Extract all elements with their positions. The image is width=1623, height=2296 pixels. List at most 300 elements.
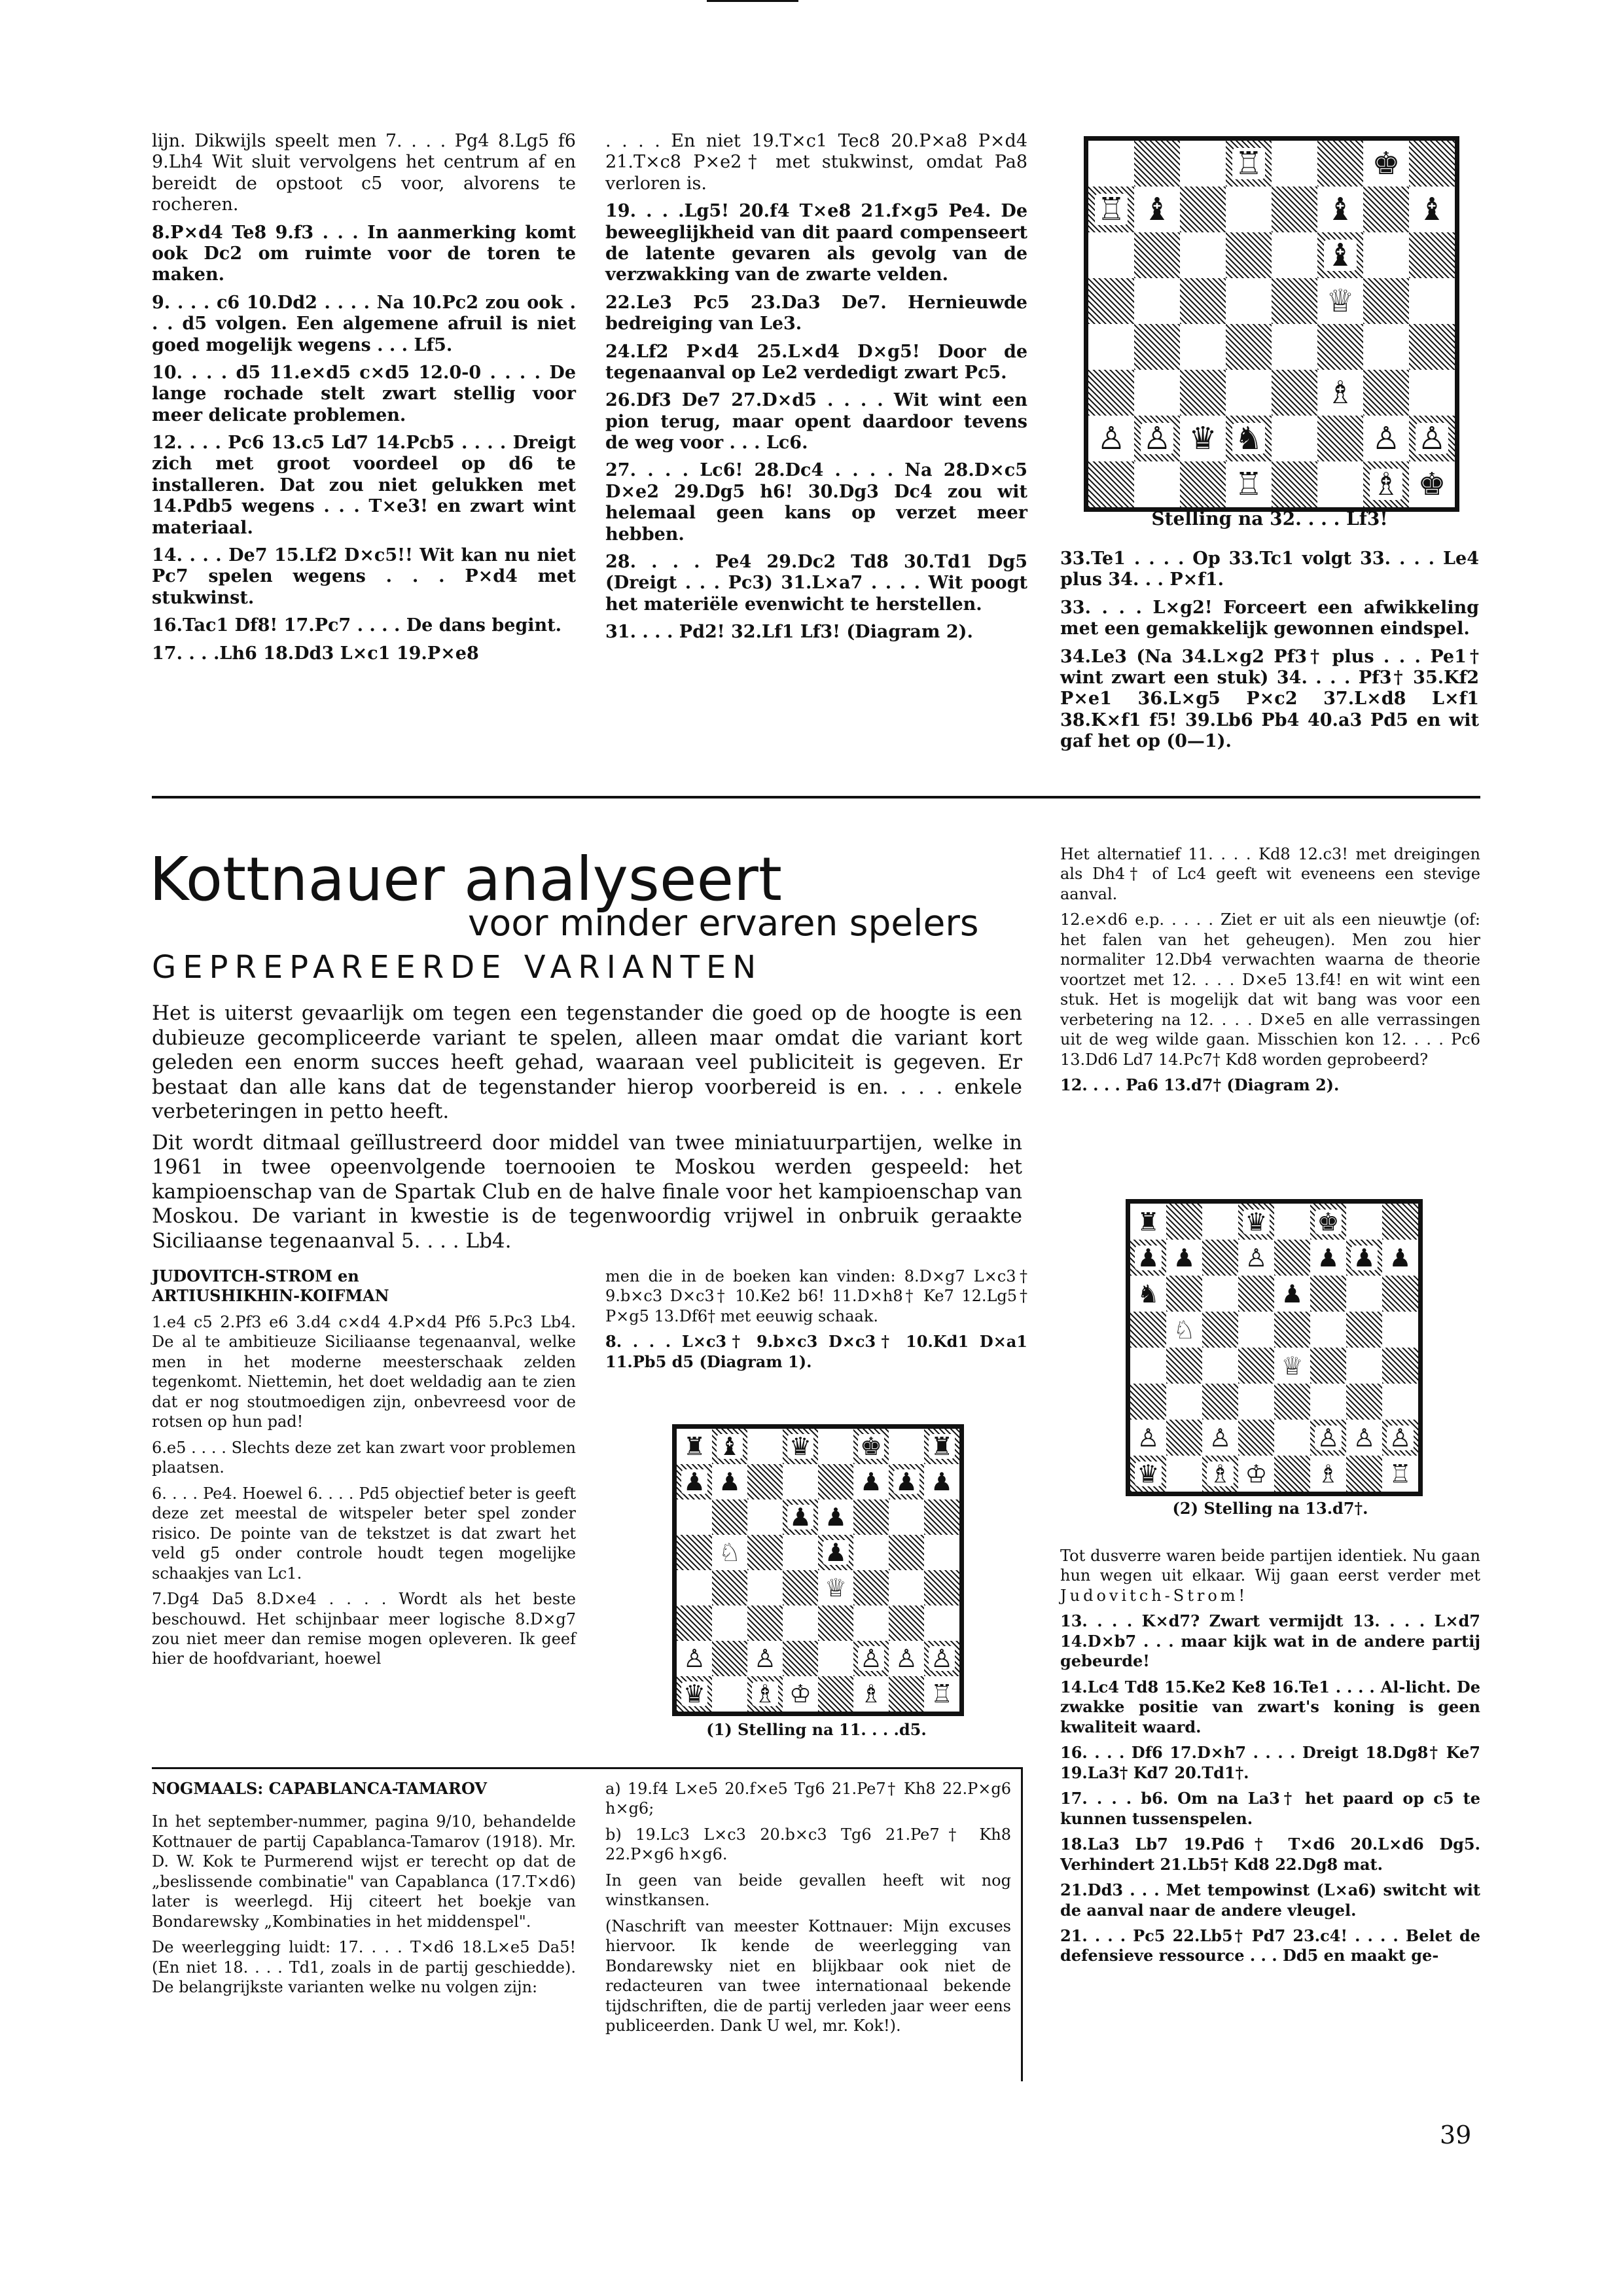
board-square bbox=[1382, 1420, 1418, 1456]
board-square bbox=[1382, 1384, 1418, 1420]
top-col2-para-1: 19. . . .Lg5! 20.f4 T×e8 21.f×g5 Pe4. De beweeglijkheid van dit paard compenseert de latente gevaren als gevolg van de verzwakking van de zwarte velden. bbox=[605, 201, 1027, 285]
board-square bbox=[853, 1676, 889, 1712]
board-square bbox=[1272, 324, 1317, 370]
chess-piece-icon: ♙ bbox=[1351, 1426, 1377, 1450]
chess-piece-icon: ♕ bbox=[1279, 1354, 1305, 1378]
board-square bbox=[1272, 461, 1317, 507]
chess-piece-icon: ♙ bbox=[1135, 1426, 1161, 1450]
board-square bbox=[712, 1464, 747, 1499]
chess-piece-icon: ♙ bbox=[1370, 423, 1402, 454]
chess-piece-icon: ♝ bbox=[1141, 194, 1173, 225]
board-square bbox=[1180, 416, 1226, 461]
top-col2-para-4: 26.Df3 De7 27.D×d5 . . . . Wit wint een pion terug, maar opent daardoor tevens de weg voor . . . Lc6. bbox=[605, 390, 1027, 454]
capa-column-a bbox=[152, 1779, 576, 2003]
board-square bbox=[1130, 1456, 1166, 1492]
board-square bbox=[1130, 1420, 1166, 1456]
board-square bbox=[1202, 1312, 1238, 1348]
board-square bbox=[853, 1499, 889, 1535]
colA-para-0: 1.e4 c5 2.Pf3 e6 3.d4 c×d4 4.P×d4 Pf6 5.Pc3 Lb4. De al te ambitieuze Siciliaanse tegenaanval, welke men in het moderne meesterschaak zelden tegenkomt. Niettemin, het doet weldadig aan te zien dat er nog stoutmoedigen zijn, onbevreesd voor de rotsen op hun pad! bbox=[152, 1312, 576, 1431]
diagram-1-caption: (1) Stelling na 11. . . .d5. bbox=[706, 1720, 927, 1739]
chess-piece-icon: ♖ bbox=[1387, 1462, 1413, 1486]
colC2-intro bbox=[1060, 1546, 1480, 1605]
board-square bbox=[1272, 187, 1317, 232]
chess-piece-icon: ♟ bbox=[893, 1469, 919, 1494]
article-subtitle: voor minder ervaren spelers bbox=[468, 902, 979, 944]
board-square bbox=[1346, 1240, 1382, 1276]
capa-column-b bbox=[605, 1779, 1011, 2042]
game-heading-2: ARTIUSHIKHIN-KOIFMAN bbox=[152, 1286, 389, 1306]
chess-piece-icon: ♗ bbox=[752, 1681, 778, 1706]
board-square bbox=[677, 1464, 712, 1499]
chess-piece-icon: ♙ bbox=[1387, 1426, 1413, 1450]
colC2-para-0: 13. . . . K×d7? Zwart vermijdt 13. . . . L×d7 14.D×b7 . . . maar kijk wat in de andere partij gebeurde! bbox=[1060, 1611, 1480, 1671]
article-intro bbox=[152, 1001, 1022, 1260]
chess-piece-icon: ♞ bbox=[1232, 423, 1264, 454]
colC2-intro-game: Judovitch-Strom! bbox=[1060, 1586, 1249, 1605]
chess-piece-icon: ♛ bbox=[681, 1681, 707, 1706]
chess-piece-icon: ♖ bbox=[1095, 194, 1127, 225]
board-square bbox=[1272, 370, 1317, 416]
board-square bbox=[1088, 370, 1134, 416]
board-square bbox=[712, 1676, 747, 1712]
board-square bbox=[747, 1641, 783, 1676]
board-square bbox=[1134, 370, 1180, 416]
board-square bbox=[1202, 1384, 1238, 1420]
board-square bbox=[853, 1605, 889, 1641]
board-square bbox=[818, 1429, 853, 1464]
board-square bbox=[818, 1535, 853, 1570]
board-square bbox=[1346, 1312, 1382, 1348]
chess-piece-icon: ♟ bbox=[823, 1505, 849, 1530]
colC-para-2: 12. . . . Pa6 13.d7† (Diagram 2). bbox=[1060, 1075, 1340, 1095]
colB-para-1: 8. . . . L×c3† 9.b×c3 D×c3† 10.Kd1 D×a1 11.Pb5 d5 (Diagram 1). bbox=[605, 1332, 1027, 1371]
board-square bbox=[1317, 370, 1363, 416]
board-square bbox=[1166, 1276, 1202, 1312]
board-square bbox=[1166, 1384, 1202, 1420]
board-square bbox=[1409, 461, 1455, 507]
board-square bbox=[1272, 232, 1317, 278]
chess-piece-icon: ♟ bbox=[1279, 1282, 1305, 1306]
chess-piece-icon: ♛ bbox=[1186, 423, 1219, 454]
board-square bbox=[818, 1605, 853, 1641]
board-square bbox=[783, 1570, 818, 1605]
intro-para-1: Dit wordt ditmaal geïllustreerd door middel van twee miniatuurpartijen, welke in 1961 in twee opeenvolgende toernooien te Moskou werden gespeeld: het kampioenschap van de Spartak Club en de halve finale voor het kampioenschap van Moskou. De variant in kwestie is de tegenwoordig vrijwel in onbruik geraakte Siciliaanse tegenaanval 5. . . . Lb4. bbox=[152, 1130, 1022, 1253]
chess-piece-icon: ♙ bbox=[929, 1646, 955, 1671]
board-square bbox=[712, 1641, 747, 1676]
board-square bbox=[677, 1535, 712, 1570]
board-square bbox=[1317, 416, 1363, 461]
board-square bbox=[924, 1499, 959, 1535]
chess-piece-icon: ♟ bbox=[1387, 1246, 1413, 1270]
board-square bbox=[1363, 461, 1409, 507]
board-square bbox=[747, 1464, 783, 1499]
board-square bbox=[1226, 187, 1272, 232]
chess-piece-icon: ♝ bbox=[717, 1434, 743, 1459]
capa-colA-para-1: De weerlegging luidt: 17. . . . T×d6 18.L×e5 Da5! (En niet 18. . . . Td1, zoals in de partij geschiedde). De belangrijkste varianten welke nu volgen zijn: bbox=[152, 1938, 576, 1997]
board-square bbox=[924, 1570, 959, 1605]
board-square bbox=[747, 1570, 783, 1605]
top-column-3 bbox=[1060, 548, 1479, 759]
colA-para-1: 6.e5 . . . . Slechts deze zet kan zwart voor problemen plaatsen. bbox=[152, 1438, 576, 1477]
top-col2-para-0: . . . . En niet 19.T×c1 Tec8 20.P×a8 P×d4 21.T×c8 P×e2† met stukwinst, omdat Pa8 verloren is. bbox=[605, 131, 1027, 194]
board-square bbox=[1088, 232, 1134, 278]
top-col1-para-0: lijn. Dikwijls speelt men 7. . . . Pg4 8.Lg5 f6 9.Lh4 Wit sluit vervolgens het centrum af en bereidt de opstoot c5 voor, alvorens te rocheren. bbox=[152, 131, 576, 215]
board-square bbox=[747, 1499, 783, 1535]
capa-colB-para-1: b) 19.Lc3 L×c3 20.b×c3 Tg6 21.Pe7† Kh8 22.P×g6 h×g6. bbox=[605, 1825, 1011, 1864]
top-col1-para-7: 17. . . .Lh6 18.Dd3 L×c1 19.P×e8 bbox=[152, 643, 479, 664]
board-square bbox=[1363, 324, 1409, 370]
board-square bbox=[1226, 324, 1272, 370]
article-subtitle-2: GEPREPAREERDE VARIANTEN bbox=[152, 949, 763, 986]
board-square bbox=[1310, 1240, 1346, 1276]
board-square bbox=[1272, 278, 1317, 324]
top-col1-para-2: 9. . . . c6 10.Dd2 . . . . Na 10.Pc2 zou ook . . . d5 volgen. Een algemene afruil is niet goed mogelijk wegens . . . Lf5. bbox=[152, 292, 576, 355]
board-square bbox=[1238, 1384, 1274, 1420]
article-column-b bbox=[605, 1266, 1027, 1378]
board-square bbox=[1180, 141, 1226, 187]
chess-piece-icon: ♝ bbox=[1324, 194, 1356, 225]
board-square bbox=[1310, 1204, 1346, 1240]
board-square bbox=[1088, 187, 1134, 232]
colC2-para-1: 14.Lc4 Td8 15.Ke2 Ke8 16.Te1 . . . . Al-licht. De zwakke positie van zwart's koning is geen kwaliteit waard. bbox=[1060, 1677, 1480, 1736]
board-square bbox=[1346, 1204, 1382, 1240]
top-col1-para-5: 14. . . . De7 15.Lf2 D×c5!! Wit kan nu niet Pc7 spelen wegens . . . P×d4 met stukwinst. bbox=[152, 545, 576, 608]
chess-piece-icon: ♖ bbox=[929, 1681, 955, 1706]
chess-diagram-top bbox=[1084, 136, 1459, 512]
top-col2-para-2: 22.Le3 Pc5 23.Da3 De7. Hernieuwde bedreiging van Le3. bbox=[605, 292, 1027, 334]
board-square bbox=[677, 1499, 712, 1535]
chess-piece-icon: ♟ bbox=[1351, 1246, 1377, 1270]
page-number: 39 bbox=[1440, 2121, 1472, 2149]
board-square bbox=[1134, 141, 1180, 187]
board-square bbox=[889, 1641, 924, 1676]
board-square bbox=[1202, 1204, 1238, 1240]
board-square bbox=[818, 1641, 853, 1676]
board-square bbox=[853, 1535, 889, 1570]
chess-diagram-1 bbox=[672, 1424, 964, 1716]
board-square bbox=[1382, 1240, 1418, 1276]
chess-piece-icon: ♝ bbox=[1416, 194, 1448, 225]
board-square bbox=[1317, 461, 1363, 507]
chess-piece-icon: ♕ bbox=[1324, 285, 1356, 317]
board-square bbox=[1409, 416, 1455, 461]
board-square bbox=[1346, 1276, 1382, 1312]
chess-piece-icon: ♘ bbox=[717, 1540, 743, 1565]
chess-piece-icon: ♟ bbox=[717, 1469, 743, 1494]
board-square bbox=[1180, 461, 1226, 507]
top-col2-para-7: 31. . . . Pd2! 32.Lf1 Lf3! (Diagram 2). bbox=[605, 622, 973, 643]
board-square bbox=[1272, 416, 1317, 461]
board-square bbox=[1166, 1312, 1202, 1348]
board-square bbox=[1274, 1276, 1310, 1312]
board-square bbox=[1409, 232, 1455, 278]
board-square bbox=[1363, 278, 1409, 324]
board-square bbox=[783, 1676, 818, 1712]
board-square bbox=[1346, 1420, 1382, 1456]
board-square bbox=[712, 1429, 747, 1464]
article-column-c bbox=[1060, 844, 1480, 1102]
chess-piece-icon: ♚ bbox=[1370, 148, 1402, 179]
board-square bbox=[1130, 1204, 1166, 1240]
board-square bbox=[783, 1605, 818, 1641]
colC2-para-4: 18.La3 Lb7 19.Pd6† T×d6 20.L×d6 Dg5. Verhindert 21.Lb5† Kd8 22.Dg8 mat. bbox=[1060, 1835, 1480, 1874]
board-square bbox=[783, 1429, 818, 1464]
top-col3-para-1: 33. . . . L×g2! Forceert een afwikkeling met een gemakkelijk gewonnen eindspel. bbox=[1060, 597, 1479, 639]
board-square bbox=[1180, 232, 1226, 278]
top-col3-para-2: 34.Le3 (Na 34.L×g2 Pf3† plus . . . Pe1† wint zwart een stuk) 34. . . . Pf3† 35.Kf2 P×e1 36.L×g5 P×c2 37.L×d8 L×f1 38.K×f1 f5! 39.Lb6 Pb4 40.a3 Pd5 en wit gaf het op (0—1). bbox=[1060, 646, 1479, 752]
top-col1-para-6: 16.Tac1 Df8! 17.Pc7 . . . . De dans begint. bbox=[152, 615, 562, 636]
chess-piece-icon: ♙ bbox=[1243, 1246, 1269, 1270]
chess-piece-icon: ♟ bbox=[823, 1540, 849, 1565]
article-column-c-continued bbox=[1060, 1546, 1480, 1972]
board-square bbox=[1310, 1312, 1346, 1348]
board-square bbox=[924, 1464, 959, 1499]
top-column-1 bbox=[152, 131, 576, 671]
board-square bbox=[1346, 1348, 1382, 1384]
colC2-para-5: 21.Dd3 . . . Met tempowinst (L×a6) switcht wit de aanval naar de andere vleugel. bbox=[1060, 1880, 1480, 1920]
chess-piece-icon: ♛ bbox=[1135, 1462, 1161, 1486]
board-square bbox=[783, 1535, 818, 1570]
board-square bbox=[747, 1429, 783, 1464]
board-square bbox=[1310, 1348, 1346, 1384]
board-square bbox=[1180, 278, 1226, 324]
board-square bbox=[1382, 1312, 1418, 1348]
board-square bbox=[889, 1605, 924, 1641]
article-column-a bbox=[152, 1266, 576, 1675]
board-square bbox=[853, 1641, 889, 1676]
board-square bbox=[1346, 1456, 1382, 1492]
board-square bbox=[924, 1429, 959, 1464]
board-square bbox=[1382, 1456, 1418, 1492]
top-col2-para-5: 27. . . . Lc6! 28.Dc4 . . . . Na 28.D×c5 D×e2 29.Dg5 h6! 30.Dg3 Dc4 zou wit helemaal geen kans op verzet meer hebben. bbox=[605, 460, 1027, 545]
board-square bbox=[1226, 232, 1272, 278]
chess-piece-icon: ♗ bbox=[1315, 1462, 1341, 1486]
chess-diagram-2 bbox=[1126, 1199, 1423, 1496]
board-square bbox=[783, 1641, 818, 1676]
board-square bbox=[1274, 1240, 1310, 1276]
chess-piece-icon: ♛ bbox=[787, 1434, 813, 1459]
board-square bbox=[1130, 1348, 1166, 1384]
board-square bbox=[1202, 1420, 1238, 1456]
colC-para-0: Het alternatief 11. . . . Kd8 12.c3! met dreigingen als Dh4† of Lc4 geeft wit eveneens een stevige aanval. bbox=[1060, 845, 1480, 903]
board-square bbox=[1310, 1420, 1346, 1456]
chess-piece-icon: ♙ bbox=[893, 1646, 919, 1671]
board-square bbox=[1134, 187, 1180, 232]
chess-piece-icon: ♞ bbox=[1135, 1282, 1161, 1306]
board-grid bbox=[1088, 141, 1455, 507]
board-square bbox=[818, 1570, 853, 1605]
board-square bbox=[1238, 1240, 1274, 1276]
board-square bbox=[889, 1676, 924, 1712]
chess-piece-icon: ♜ bbox=[929, 1434, 955, 1459]
board-square bbox=[1317, 278, 1363, 324]
board-square bbox=[889, 1499, 924, 1535]
board-square bbox=[1202, 1456, 1238, 1492]
board-square bbox=[1130, 1276, 1166, 1312]
chess-piece-icon: ♖ bbox=[1232, 148, 1264, 179]
board-square bbox=[712, 1535, 747, 1570]
colA-para-2: 6. . . . Pe4. Hoewel 6. . . . Pd5 objectief beter is geeft deze zet meestal de witspeler beter spel zonder risico. De pointe van de tekstzet is dat zwart het veld g5 onder controle houdt tegen mogelijke schaakjes van Lc1. bbox=[152, 1484, 576, 1583]
board-square bbox=[1088, 461, 1134, 507]
section-divider bbox=[152, 796, 1480, 798]
board-square bbox=[1134, 461, 1180, 507]
chess-piece-icon: ♕ bbox=[823, 1575, 849, 1600]
board-square bbox=[1409, 324, 1455, 370]
chess-piece-icon: ♘ bbox=[1171, 1318, 1197, 1342]
board-square bbox=[1134, 416, 1180, 461]
chess-piece-icon: ♙ bbox=[1095, 423, 1127, 454]
board-square bbox=[1274, 1312, 1310, 1348]
board-square bbox=[747, 1535, 783, 1570]
chess-piece-icon: ♟ bbox=[681, 1469, 707, 1494]
chess-piece-icon: ♙ bbox=[1207, 1426, 1233, 1450]
board-square bbox=[1317, 324, 1363, 370]
article-title: Kottnauer analyseert bbox=[149, 844, 782, 914]
board-square bbox=[1274, 1348, 1310, 1384]
board-square bbox=[1088, 324, 1134, 370]
board-square bbox=[1317, 141, 1363, 187]
chess-piece-icon: ♗ bbox=[858, 1681, 884, 1706]
chess-piece-icon: ♔ bbox=[787, 1681, 813, 1706]
board-square bbox=[712, 1605, 747, 1641]
top-col2-para-6: 28. . . . Pe4 29.Dc2 Td8 30.Td1 Dg5 (Dreigt . . . Pc3) 31.L×a7 . . . . Wit poogt het materiële evenwicht te herstellen. bbox=[605, 552, 1027, 615]
board-square bbox=[853, 1570, 889, 1605]
capa-box-top-rule bbox=[152, 1767, 1022, 1769]
board-square bbox=[1134, 232, 1180, 278]
board-square bbox=[1274, 1384, 1310, 1420]
colC2-para-6: 21. . . . Pc5 22.Lb5† Pd7 23.c4! . . . . Belet de defensieve ressource . . . Dd5 en maakt ge- bbox=[1060, 1926, 1480, 1965]
chess-piece-icon: ♙ bbox=[1315, 1426, 1341, 1450]
board-square bbox=[1088, 278, 1134, 324]
board-square bbox=[1166, 1204, 1202, 1240]
capa-heading: NOGMAALS: CAPABLANCA-TAMAROV bbox=[152, 1779, 488, 1798]
board-grid bbox=[677, 1429, 959, 1712]
board-square bbox=[1180, 370, 1226, 416]
top-col1-para-3: 10. . . . d5 11.e×d5 c×d5 12.0-0 . . . . De lange rochade stelt zwart stellig voor meer delicate problemen. bbox=[152, 362, 576, 425]
chess-piece-icon: ♙ bbox=[681, 1646, 707, 1671]
board-square bbox=[1310, 1384, 1346, 1420]
colC2-intro-text: Tot dusverre waren beide partijen identiek. Nu gaan hun wegen uit elkaar. Wij gaan eerst verder met bbox=[1060, 1547, 1480, 1585]
board-square bbox=[1238, 1456, 1274, 1492]
board-square bbox=[1202, 1276, 1238, 1312]
chess-piece-icon: ♟ bbox=[1315, 1246, 1341, 1270]
board-square bbox=[1238, 1420, 1274, 1456]
game-heading-1: JUDOVITCH-STROM en bbox=[152, 1266, 359, 1285]
board-square bbox=[1238, 1276, 1274, 1312]
board-square bbox=[1317, 187, 1363, 232]
board-square bbox=[677, 1676, 712, 1712]
board-square bbox=[1166, 1420, 1202, 1456]
board-square bbox=[1226, 416, 1272, 461]
top-col2-para-3: 24.Lf2 P×d4 25.L×d4 D×g5! Door de tegenaanval op Le2 verdedigt zwart Pc5. bbox=[605, 341, 1027, 383]
board-square bbox=[1310, 1456, 1346, 1492]
chess-piece-icon: ♙ bbox=[752, 1646, 778, 1671]
board-square bbox=[1134, 278, 1180, 324]
board-square bbox=[818, 1464, 853, 1499]
chess-piece-icon: ♜ bbox=[1135, 1210, 1161, 1234]
board-square bbox=[1166, 1348, 1202, 1384]
chess-piece-icon: ♛ bbox=[1243, 1210, 1269, 1234]
board-square bbox=[783, 1499, 818, 1535]
board-square bbox=[1238, 1312, 1274, 1348]
board-square bbox=[924, 1676, 959, 1712]
board-square bbox=[677, 1641, 712, 1676]
top-col1-para-1: 8.P×d4 Te8 9.f3 . . . In aanmerking komt ook Dc2 om ruimte voor de toren te maken. bbox=[152, 222, 576, 285]
top-column-2 bbox=[605, 131, 1027, 650]
board-square bbox=[1088, 416, 1134, 461]
capa-colB-para-3: (Naschrift van meester Kottnauer: Mijn excuses hiervoor. Ik kende de weerlegging van Bondarewsky niet en blijkbaar ook niet de redacteuren van twee internationaal bekende tijdschriften, die de partij verleden jaar weer eens publiceerden. Dank U wel, mr. Kok!). bbox=[605, 1916, 1011, 2036]
board-square bbox=[853, 1464, 889, 1499]
chess-piece-icon: ♚ bbox=[1315, 1210, 1341, 1234]
board-square bbox=[1363, 416, 1409, 461]
colB-para-0: men die in de boeken kan vinden: 8.D×g7 L×c3† 9.b×c3 D×c3† 10.Ke2 b6! 11.D×h8† Ke7 12.Lg5† P×g5 13.Df6† met eeuwig schaak. bbox=[605, 1267, 1027, 1325]
chess-piece-icon: ♙ bbox=[1416, 423, 1448, 454]
board-square bbox=[1180, 324, 1226, 370]
colC-para-1: 12.e×d6 e.p. . . . . Ziet er uit als een nieuwtje (of: het falen van het geheugen). Men zou hier normaliter 12.Db4 verwachten waarna de theorie voortzet met 12. . . . D×e5 13.f4! en wit wint een stuk. Het is mogelijk dat wit bang was voor een verbetering na 12. . . . D×e5 en alle verrassingen uit de weg wilde gaan. Misschien kon 12. . . . Pc6 13.Dd6 Ld7 14.Pc7† Kd8 worden geprobeerd? bbox=[1060, 910, 1480, 1069]
chess-piece-icon: ♙ bbox=[1141, 423, 1173, 454]
board-square bbox=[1409, 278, 1455, 324]
diagram-2-caption: (2) Stelling na 13.d7†. bbox=[1172, 1499, 1368, 1518]
chess-piece-icon: ♟ bbox=[929, 1469, 955, 1494]
chess-piece-icon: ♜ bbox=[681, 1434, 707, 1459]
board-square bbox=[924, 1535, 959, 1570]
board-square bbox=[747, 1605, 783, 1641]
colC2-para-2: 16. . . . Df6 17.D×h7 . . . . Dreigt 18.Dg8† Ke7 19.La3† Kd7 20.Td1†. bbox=[1060, 1743, 1480, 1782]
board-square bbox=[1382, 1276, 1418, 1312]
chess-piece-icon: ♚ bbox=[1416, 469, 1448, 500]
board-square bbox=[1226, 461, 1272, 507]
board-square bbox=[1274, 1420, 1310, 1456]
top-col1-para-4: 12. . . . Pc6 13.c5 Ld7 14.Pcb5 . . . . Dreigt zich met groot voordeel op d6 te installeren. Dat zou niet gelukken met 14.Pdb5 wegens . . . T×e3! en zwart wint materiaal. bbox=[152, 433, 576, 538]
top-rule bbox=[707, 0, 798, 2]
board-square bbox=[853, 1429, 889, 1464]
board-square bbox=[889, 1535, 924, 1570]
chess-piece-icon: ♔ bbox=[1243, 1462, 1269, 1486]
board-square bbox=[1238, 1204, 1274, 1240]
board-square bbox=[1180, 187, 1226, 232]
chess-piece-icon: ♖ bbox=[1232, 469, 1264, 500]
board-square bbox=[1226, 141, 1272, 187]
board-square bbox=[1226, 278, 1272, 324]
board-square bbox=[1363, 141, 1409, 187]
board-square bbox=[1409, 370, 1455, 416]
capa-colB-para-2: In geen van beide gevallen heeft wit nog winstkansen. bbox=[605, 1871, 1011, 1910]
chess-piece-icon: ♟ bbox=[787, 1505, 813, 1530]
board-square bbox=[1134, 324, 1180, 370]
board-square bbox=[712, 1499, 747, 1535]
board-square bbox=[889, 1570, 924, 1605]
board-square bbox=[1310, 1276, 1346, 1312]
chess-piece-icon: ♗ bbox=[1370, 469, 1402, 500]
board-square bbox=[1272, 141, 1317, 187]
chess-piece-icon: ♗ bbox=[1324, 377, 1356, 408]
board-square bbox=[1130, 1312, 1166, 1348]
board-square bbox=[1317, 232, 1363, 278]
board-square bbox=[889, 1429, 924, 1464]
top-diagram-caption: Stelling na 32. . . . Lf3! bbox=[1151, 508, 1388, 529]
board-square bbox=[1238, 1348, 1274, 1384]
board-square bbox=[1202, 1240, 1238, 1276]
chess-piece-icon: ♙ bbox=[858, 1646, 884, 1671]
board-square bbox=[1409, 141, 1455, 187]
board-square bbox=[1274, 1204, 1310, 1240]
board-square bbox=[747, 1676, 783, 1712]
chess-piece-icon: ♝ bbox=[1324, 240, 1356, 271]
chess-piece-icon: ♗ bbox=[1207, 1462, 1233, 1486]
board-square bbox=[677, 1570, 712, 1605]
board-square bbox=[1088, 141, 1134, 187]
board-square bbox=[1382, 1348, 1418, 1384]
